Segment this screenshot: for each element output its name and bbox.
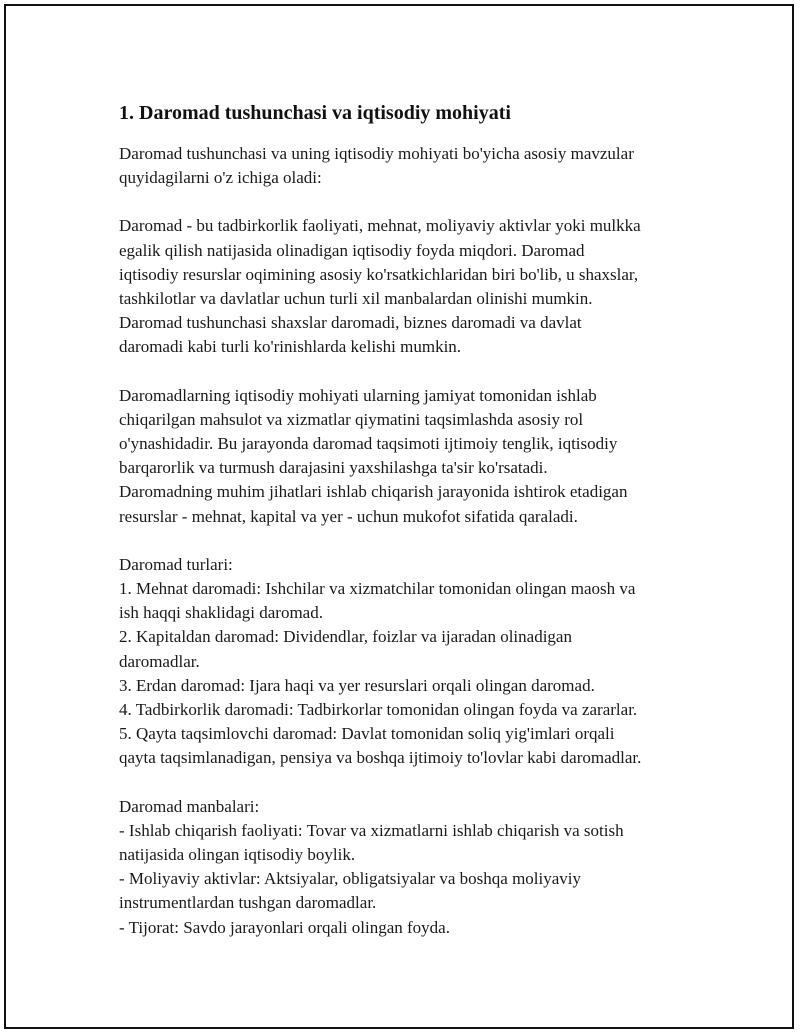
definition-paragraph: [119, 214, 699, 359]
income-types-list: [119, 553, 699, 771]
text-line: Daromad tushunchasi va uning iqtisodiy mohiyati bo'yicha asosiy mavzular: [119, 144, 634, 163]
list-item: - Tijorat: Savdo jarayonlari orqali olingan foyda.: [119, 917, 450, 937]
text-line: quyidagilarni o'z ichiga oladi:: [119, 168, 322, 188]
list-heading: Daromad manbalari:: [119, 796, 260, 816]
list-item: 2. Kapitaldan daromad: Dividendlar, foizlar va ijaradan olinadigan: [119, 627, 572, 647]
list-item: - Moliyaviy aktivlar: Aktsiyalar, obligatsiyalar va boshqa moliyaviy: [119, 869, 582, 889]
text-line: resurslar - mehnat, kapital va yer - uchun mukofot sifatida qaraladi.: [119, 506, 578, 526]
intro-paragraph: [119, 142, 699, 190]
text-line: Daromadning muhim jihatlari ishlab chiqarish jarayonida ishtirok etadigan: [119, 482, 628, 502]
text-line: tashkilotlar va davlatlar uchun turli xil manbalardan olinishi mumkin.: [119, 289, 593, 309]
list-item: - Ishlab chiqarish faoliyati: Tovar va xizmatlarni ishlab chiqarish va sotish: [119, 820, 624, 840]
list-item: ish haqqi shaklidagi daromad.: [119, 603, 323, 623]
list-item: 3. Erdan daromad: Ijara haqi va yer resurslari orqali olingan daromad.: [119, 675, 595, 695]
text-line: Daromad tushunchasi shaxslar daromadi, biznes daromadi va davlat: [119, 313, 582, 333]
text-line: barqarorlik va turmush darajasini yaxshilashga ta'sir ko'rsatadi.: [119, 458, 548, 478]
list-item: qayta taqsimlanadigan, pensiya va boshqa ijtimoiy to'lovlar kabi daromadlar.: [119, 748, 642, 768]
text-line: daromadi kabi turli ko'rinishlarda kelishi mumkin.: [119, 337, 462, 357]
page-frame: [4, 4, 794, 1029]
document-body: [119, 100, 699, 964]
list-item: 5. Qayta taqsimlovchi daromad: Davlat tomonidan soliq yig'imlari orqali: [119, 724, 615, 744]
section-heading: 1. Daromad tushunchasi va iqtisodiy mohiyati: [119, 102, 511, 124]
text-line: Daromad - bu tadbirkorlik faoliyati, mehnat, moliyaviy aktivlar yoki mulkka: [119, 216, 641, 236]
text-line: chiqarilgan mahsulot va xizmatlar qiymatini taqsimlashda asosiy rol: [119, 409, 584, 429]
list-heading: Daromad turlari:: [119, 554, 233, 574]
income-sources-list: [119, 795, 699, 940]
list-item: instrumentlardan tushgan daromadlar.: [119, 893, 377, 913]
list-item: daromadlar.: [119, 651, 200, 671]
list-item: 1. Mehnat daromadi: Ishchilar va xizmatchilar tomonidan olingan maosh va: [119, 579, 636, 599]
text-line: iqtisodiy resurslar oqimining asosiy ko'rsatkichlaridan biri bo'lib, u shaxslar,: [119, 264, 639, 284]
list-item: natijasida olingan iqtisodiy boylik.: [119, 845, 356, 865]
text-line: Daromadlarning iqtisodiy mohiyati ularning jamiyat tomonidan ishlab: [119, 385, 597, 405]
list-item: 4. Tadbirkorlik daromadi: Tadbirkorlar tomonidan olingan foyda va zararlar.: [119, 700, 638, 720]
text-line: o'ynashidadir. Bu jarayonda daromad taqsimoti ijtimoiy tenglik, iqtisodiy: [119, 434, 618, 454]
essence-paragraph: [119, 384, 699, 529]
text-line: egalik qilish natijasida olinadigan iqtisodiy foyda miqdori. Daromad: [119, 240, 585, 260]
